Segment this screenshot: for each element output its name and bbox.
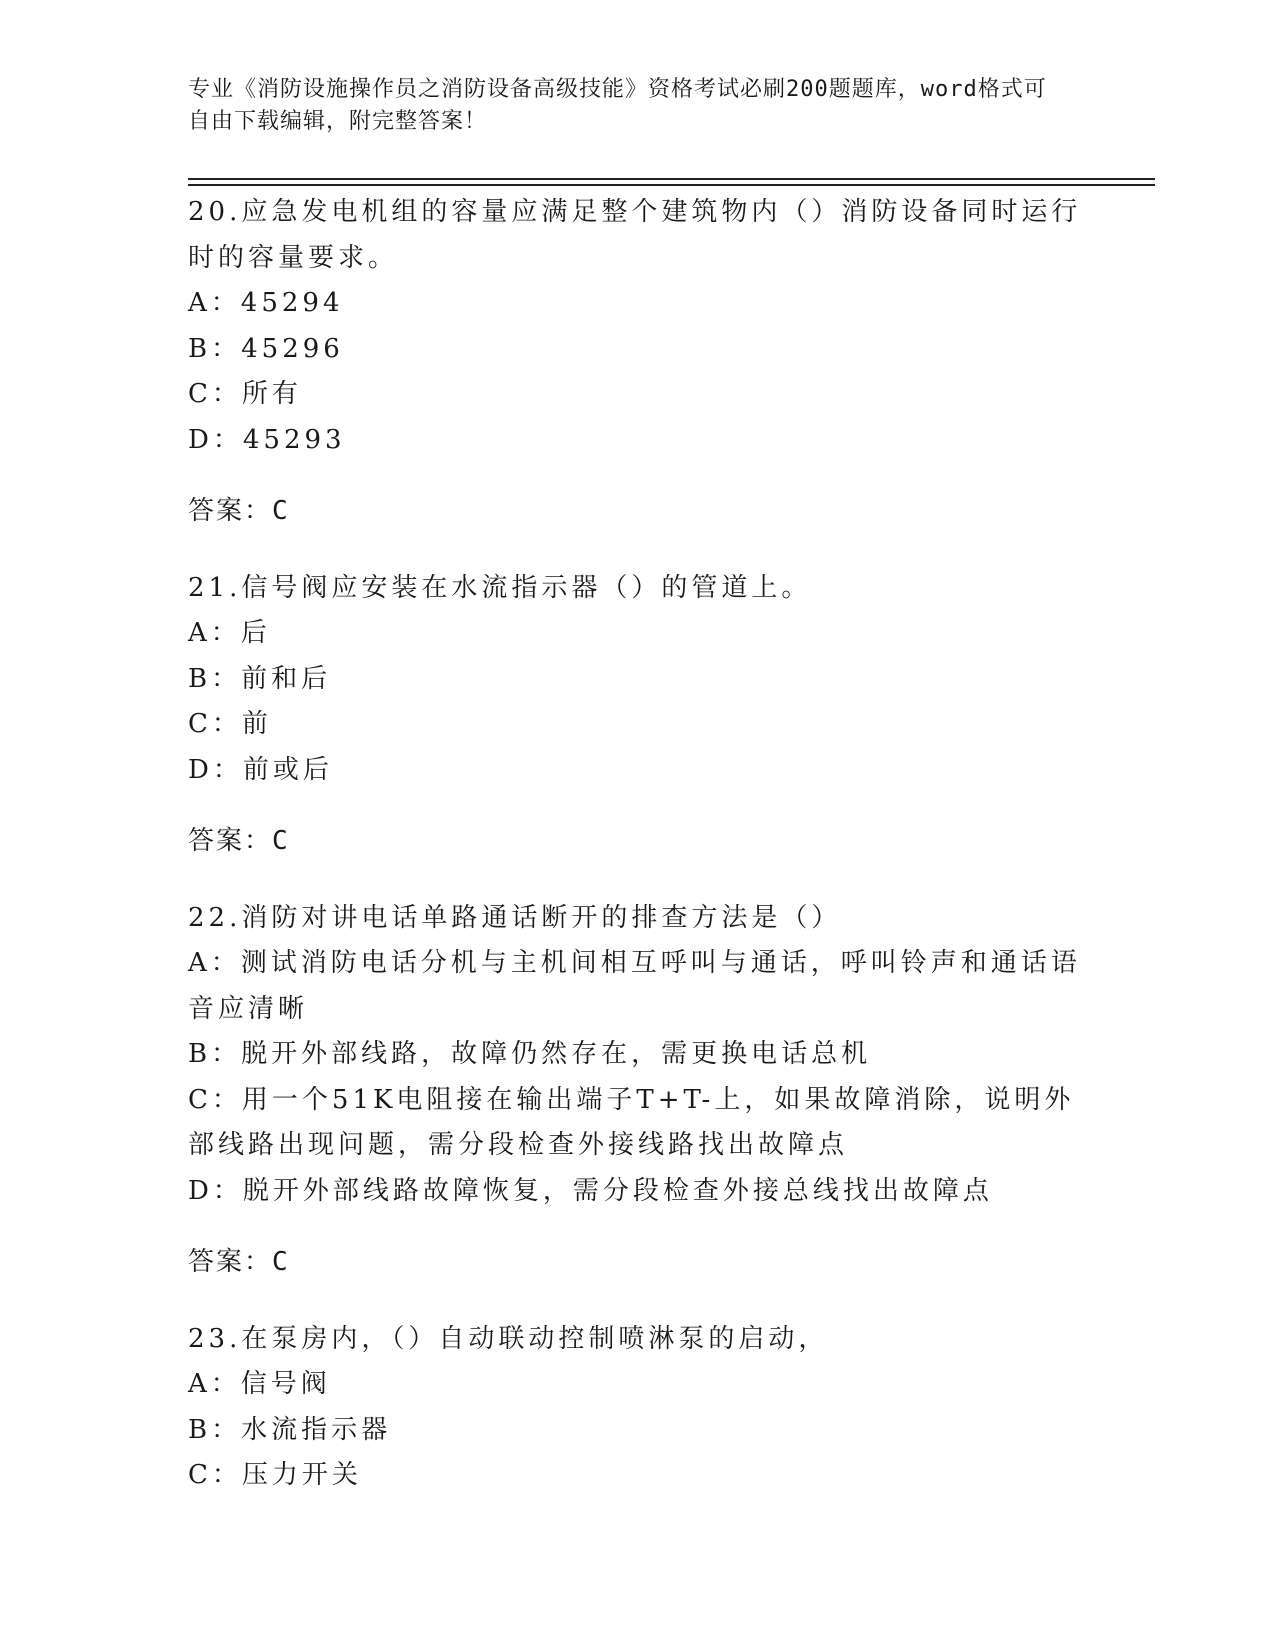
- option-b: [188, 657, 1088, 703]
- option-label: A：: [188, 948, 241, 978]
- option-text: 前或后: [242, 754, 333, 785]
- option-text: 45294: [240, 288, 344, 318]
- option-a: [188, 281, 1088, 327]
- document-header: 专业《消防设施操作员之消防设备高级技能》资格考试必刷200题题库，word格式可自由下载编辑，附完整答案！: [188, 77, 1047, 134]
- option-label: D：: [188, 424, 243, 455]
- option-text: 脱开外部线路，故障仍然存在，需更换电话总机: [241, 1039, 872, 1069]
- option-d: [188, 748, 1088, 794]
- option-label: B：: [188, 1039, 242, 1069]
- option-label: C：: [188, 709, 242, 739]
- question-list: [188, 190, 1088, 1530]
- option-text: 45293: [242, 424, 346, 455]
- option-c: [188, 1453, 1088, 1499]
- option-text: 脱开外部线路故障恢复，需分段检查外接总线找出故障点: [242, 1175, 993, 1206]
- option-c: [188, 1078, 1088, 1169]
- answer: 答案：C: [188, 1247, 290, 1277]
- option-text: 压力开关: [241, 1460, 362, 1490]
- option-label: A：: [188, 288, 241, 318]
- question-20: [188, 190, 1088, 535]
- option-label: B：: [188, 663, 242, 694]
- option-text: 所有: [241, 379, 302, 409]
- option-d: [188, 418, 1088, 464]
- option-text: 用一个51K电阻接在输出端子T+T-上，如果故障消除，说明外部线路出现问题，需分段检查外接线路找出故障点: [188, 1084, 1075, 1160]
- question-stem: 23.在泵房内，（）自动联动控制喷淋泵的启动，: [188, 1323, 829, 1354]
- question-stem: 20.应急发电机组的容量应满足整个建筑物内（）消防设备同时运行时的容量要求。: [188, 197, 1082, 273]
- option-text: 前: [241, 709, 272, 739]
- option-label: B：: [188, 1414, 242, 1445]
- option-text: 信号阀: [240, 1369, 331, 1399]
- option-text: 水流指示器: [241, 1414, 392, 1445]
- option-label: A：: [188, 1369, 241, 1399]
- option-c: [188, 372, 1088, 418]
- question-21: [188, 566, 1088, 865]
- header-divider-bottom: [188, 184, 1155, 186]
- option-text: 前和后: [241, 663, 332, 694]
- option-label: C：: [188, 379, 242, 409]
- question-stem: 21.信号阀应安装在水流指示器（）的管道上。: [188, 572, 812, 603]
- option-b: [188, 1408, 1088, 1454]
- option-d: [188, 1169, 1088, 1215]
- option-label: C：: [188, 1460, 242, 1490]
- option-a: [188, 941, 1088, 1032]
- option-text: 后: [240, 618, 271, 648]
- answer: 答案：C: [188, 496, 290, 526]
- question-stem: 22.消防对讲电话单路通话断开的排查方法是（）: [188, 902, 842, 933]
- option-label: A：: [188, 618, 241, 648]
- option-b: [188, 1032, 1088, 1078]
- option-label: D：: [188, 754, 243, 785]
- option-label: D：: [188, 1175, 243, 1206]
- answer: 答案：C: [188, 826, 290, 856]
- option-a: [188, 1362, 1088, 1408]
- option-text: 测试消防电话分机与主机间相互呼叫与通话，呼叫铃声和通话语音应清晰: [188, 948, 1081, 1024]
- option-b: [188, 327, 1088, 373]
- option-c: [188, 702, 1088, 748]
- option-text: 45296: [241, 333, 344, 364]
- option-label: B：: [188, 333, 242, 364]
- header-divider-top: [188, 178, 1155, 180]
- option-a: [188, 611, 1088, 657]
- question-22: [188, 896, 1088, 1286]
- option-label: C：: [188, 1084, 242, 1115]
- question-23: [188, 1317, 1088, 1499]
